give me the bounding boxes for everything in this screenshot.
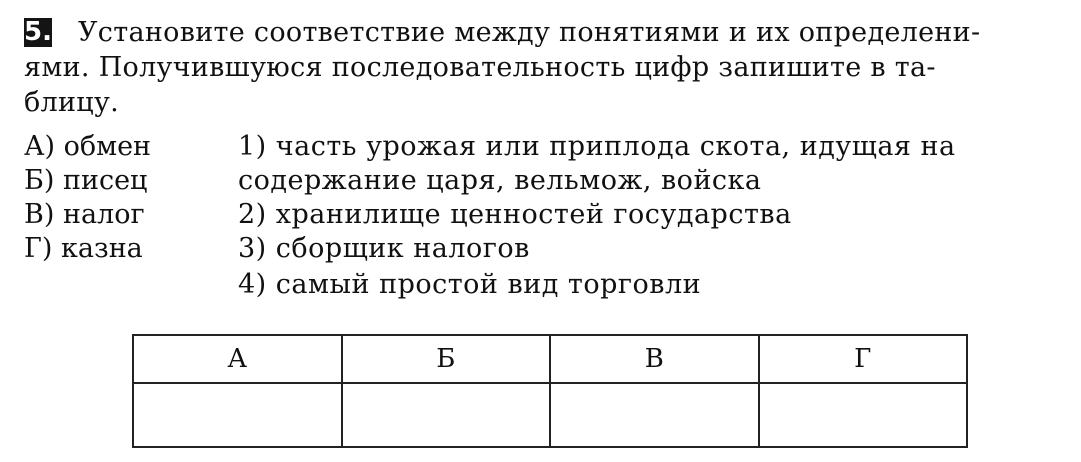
answer-cell-v[interactable] [550,383,759,447]
answer-cell-g[interactable] [759,383,968,447]
term-g: Г) казна [24,233,143,264]
column-header-g: Г [759,335,968,383]
column-header-b: Б [342,335,551,383]
answer-cell-a[interactable] [133,383,342,447]
task-instruction-line-3: блицу. [24,87,120,118]
definition-2: 2) хранилище ценностей государства [238,199,792,230]
definition-4: 4) самый простой вид торговли [238,269,702,300]
answer-table-header-row [133,335,967,383]
definition-1-line-2: содержание царя, вельмож, войска [238,165,762,196]
term-b: Б) писец [24,165,148,196]
task-number-badge: 5. [24,17,52,47]
column-header-v: В [550,335,759,383]
column-header-a: А [133,335,342,383]
task-instruction-line-2: ями. Получившуюся последовательность цифр запишите в та- [24,52,936,83]
answer-table-answer-row [133,383,967,447]
term-v: В) налог [24,199,145,230]
term-a: А) обмен [24,131,152,162]
definition-1-line-1: 1) часть урожая или приплода скота, идущая на [238,131,956,162]
task-instruction-line-1: Установите соответствие между понятиями и их определени- [78,17,981,48]
answer-cell-b[interactable] [342,383,551,447]
answer-table [132,334,968,448]
definition-3: 3) сборщик налогов [238,233,530,264]
